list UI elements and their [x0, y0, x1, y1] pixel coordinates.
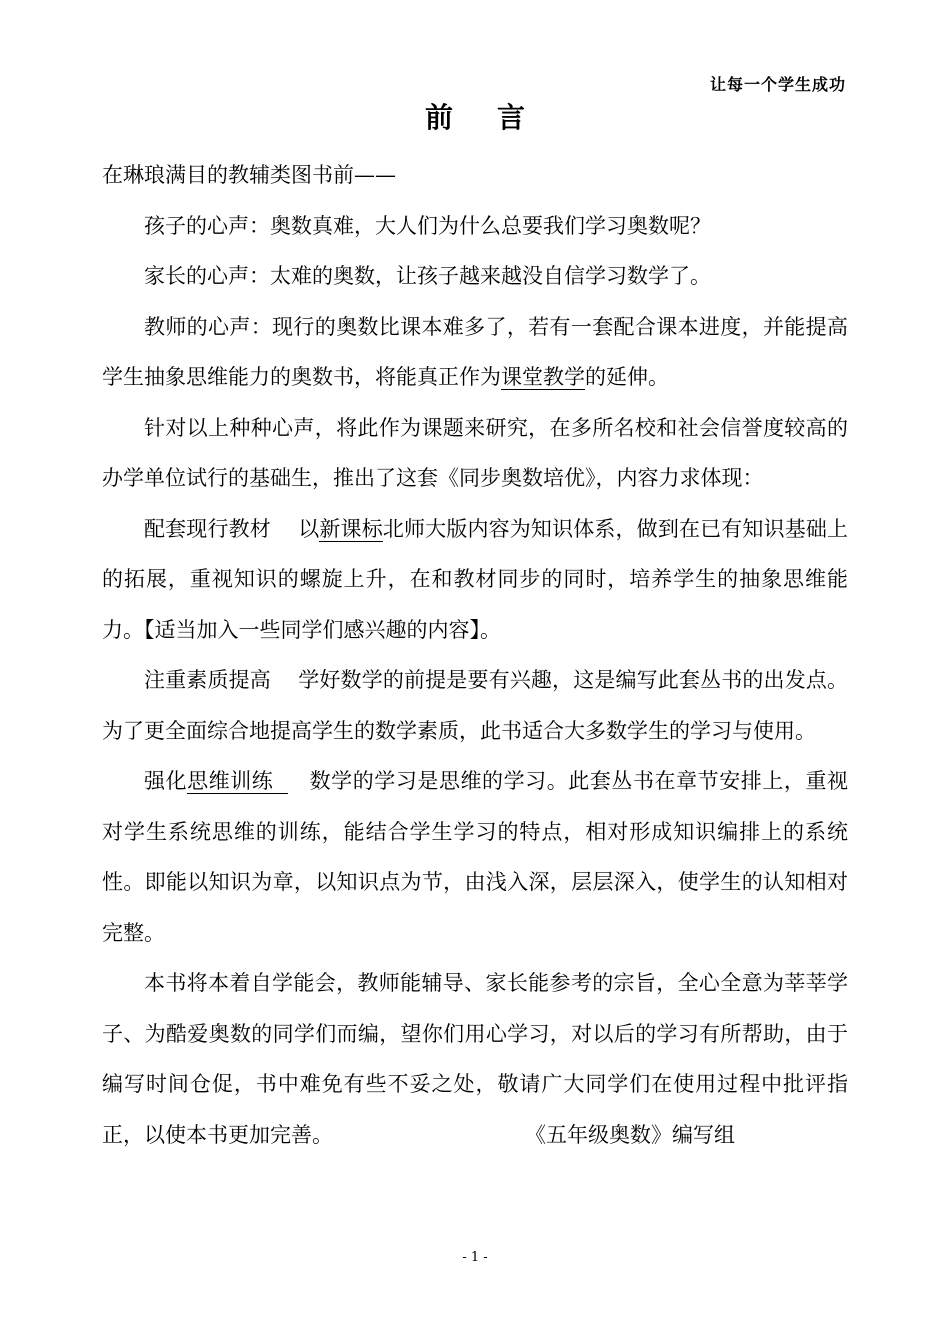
feature-thinking-prefix: 强化 — [144, 769, 188, 793]
thinking-training-link[interactable]: 思维训练 — [187, 769, 274, 793]
feature-textbook-heading: 配套现行教材 — [144, 516, 271, 541]
classroom-teaching-link[interactable]: 课堂教学 — [501, 365, 585, 389]
teacher-voice-paragraph — [102, 302, 848, 403]
page-title: 前言 — [424, 101, 569, 134]
response-paragraph: 针对以上种种心声，将此作为课题来研究，在多所名校和社会信誉度较高的办学单位试行的基础生，推出了这套《同步奥数培优》，内容力求体现： — [102, 415, 848, 490]
preface-body — [102, 150, 848, 1160]
feature-thinking-paragraph — [102, 756, 848, 958]
child-voice-paragraph: 孩子的心声：奥数真难，大人们为什么总要我们学习奥数呢？ — [144, 213, 711, 238]
intro-paragraph: 在琳琅满目的教辅类图书前—— — [102, 163, 396, 187]
feature-quality-paragraph — [102, 655, 848, 756]
closing-text: 本书将本着自学能会，教师能辅导、家长能参考的宗旨，全心全意为莘莘学子、为酷爱奥数的同学们而编，望你们用心学习，对以后的学习有所帮助，由于编写时间仓促，书中难免有些不妥之处，敬请广大同学们在使用过程中批评指正，以使本书更加完善。 — [102, 971, 848, 1147]
page-number: - 1 - — [462, 1250, 488, 1265]
parent-voice-paragraph: 家长的心声：太难的奥数，让孩子越来越没自信学习数学了。 — [144, 264, 711, 288]
feature-quality-heading: 注重素质提高 — [144, 668, 271, 692]
feature-thinking-body: 数学的学习是思维的学习。此套丛书在章节安排上，重视对学生系统思维的训练，能结合学生学习的特点，相对形成知识编排上的系统性。即能以知识为章，以知识点为节，由浅入深，层层深入，使学生的认知相对完整。 — [102, 769, 849, 945]
feature-textbook-prefix: 以 — [298, 516, 320, 541]
feature-textbook-body: 北师大版内容为知识体系，做到在已有知识基础上的拓展，重视知识的螺旋上升，在和教材同步的同时，培养学生的抽象思维能力。【适当加入一些同学们感兴趣的内容】。 — [102, 516, 849, 642]
teacher-voice-text: 教师的心声：现行的奥数比课本难多了，若有一套配合课本进度，并能提高学生抽象思维能力的奥数书，将能真正作为 — [102, 314, 848, 389]
closing-paragraph — [102, 958, 848, 1160]
feature-textbook-paragraph — [102, 504, 848, 656]
feature-quality-body: 学好数学的前提是要有兴趣，这是编写此套丛书的出发点。为了更全面综合地提高学生的数学素质，此书适合大多数学生的学习与使用。 — [102, 668, 849, 743]
header-slogan: 让每一个学生成功 — [709, 75, 846, 94]
new-curriculum-link[interactable]: 新课标 — [319, 516, 383, 541]
teacher-voice-end: 的延伸。 — [585, 365, 669, 389]
editor-signature: 《五年级奥数》编写组 — [525, 1122, 735, 1147]
